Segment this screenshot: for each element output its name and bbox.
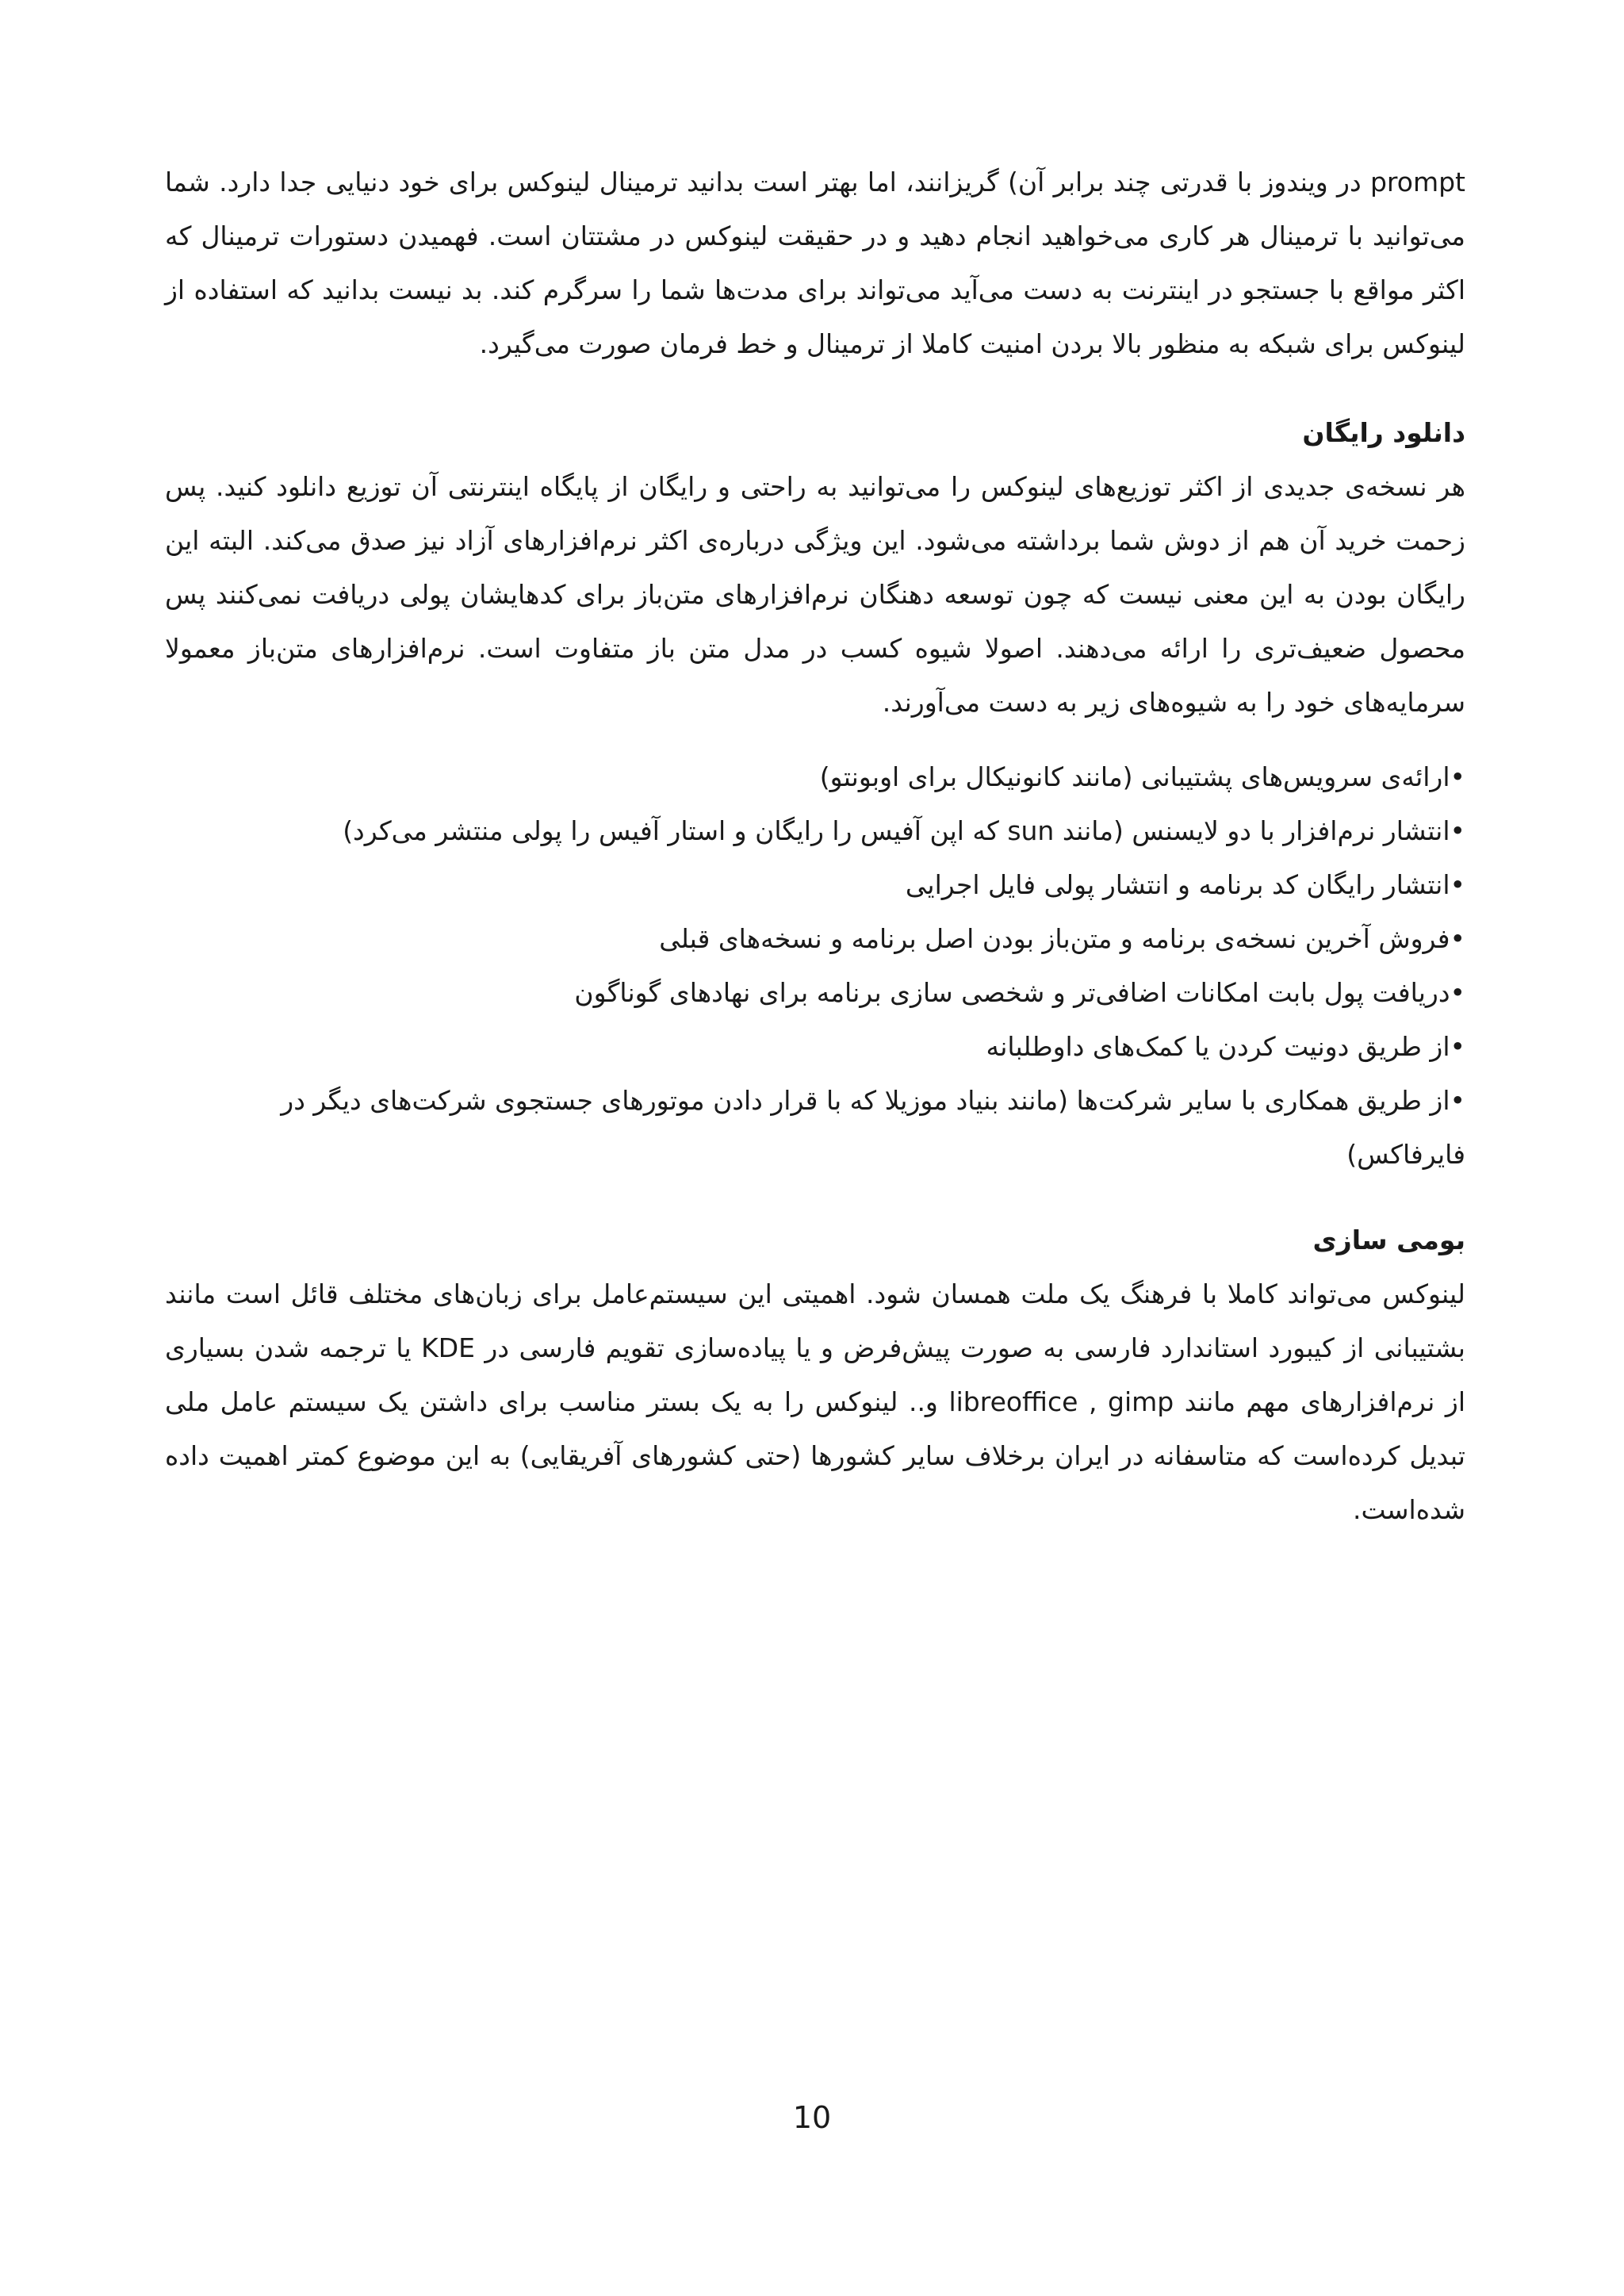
list-item	[165, 912, 1465, 966]
list-item	[165, 1074, 1465, 1182]
list-item-text: انتشار رایگان کد برنامه و انتشار پولی فایل اجرایی	[905, 869, 1450, 900]
intro-paragraph: prompt در ویندوز با قدرتی چند برابر آن) گریزانند، اما بهتر است بدانید ترمینال لینوکس برای خود دنیایی جدا دارد. شما می‌توانید با ترمینال هر کاری می‌خواهید انجام دهید و در حقیقت لینوکس در مشتتان است. فهمیدن دستورات ترمینال که اکثر مواقع با جستجو در اینترنت به دست می‌آید می‌تواند برای مدت‌ها شما را سرگرم کند. بد نیست بدانید که استفاده از لینوکس برای شبکه به منظور بالا بردن امنیت کاملا از ترمینال و خط فرمان صورت می‌گیرد.	[165, 167, 1465, 359]
revenue-model-list	[165, 750, 1465, 1182]
localization-paragraph: لینوکس می‌تواند کاملا با فرهنگ یک ملت همسان شود. اهمیتی این سیستم‌عامل برای زبان‌های مختلف قائل است مانند بشتیبانی از کیبورد استاندارد فارسی به صورت پیش‌فرض و یا پیاده‌سازی تقویم فارسی در KDE یا ترجمه شدن بسیاری از نرم‌افزارهای مهم مانند libreoffice , gimp و.. لینوکس را به یک بستر مناسب برای داشتن یک سیستم عامل ملی تبدیل کرده‌است که متاسفانه در ایران برخلاف سایر کشورها (حتی کشورهای آفریقایی) به این موضوع کمتر اهمیت داده شده‌است.	[165, 1278, 1465, 1525]
page-number: 10	[792, 2100, 832, 2135]
bullet-icon: •	[1450, 1085, 1465, 1116]
list-item-text: دریافت پول بابت امکانات اضافی‌تر و شخصی سازی برنامه برای نهادهای گوناگون	[574, 977, 1450, 1008]
list-item-text: فروش آخرین نسخه‌ی برنامه و متن‌باز بودن اصل برنامه و نسخه‌های قبلی	[659, 923, 1450, 954]
free-download-paragraph: هر نسخه‌ی جدیدی از اکثر توزیع‌های لینوکس را می‌توانید به راحتی و رایگان از پایگاه اینترنتی آن توزیع دانلود کنید. پس زحمت خرید آن هم از دوش شما برداشته می‌شود. این ویژگی درباره‌ی اکثر نرم‌افزارهای آزاد نیز صدق می‌کند. البته این رایگان بودن به این معنی نیست که چون توسعه دهنگان نرم‌افزارهای متن‌باز برای کدهایشان پولی دریافت نمی‌کنند پس محصول ضعیف‌تری را ارائه می‌دهند. اصولا شیوه کسب در مدل متن باز متفاوت است. نرم‌افزارهای متن‌باز معمولا سرمایه‌های خود را به شیوه‌های زیر به دست می‌آورند.	[165, 471, 1465, 718]
list-item	[165, 966, 1465, 1020]
bullet-icon: •	[1450, 977, 1465, 1008]
section-heading-localization: بومی سازی	[1312, 1225, 1465, 1255]
bullet-icon: •	[1450, 815, 1465, 846]
bullet-icon: •	[1450, 923, 1465, 954]
list-item	[165, 750, 1465, 804]
list-item-text: انتشار نرم‌افزار با دو لایسنس (مانند sun که اپن آفیس را رایگان و استار آفیس را پولی منتشر می‌کرد)	[343, 815, 1450, 846]
bullet-icon: •	[1450, 761, 1465, 792]
bullet-icon: •	[1450, 869, 1465, 900]
list-item	[165, 858, 1465, 912]
page-body	[165, 155, 1465, 1537]
bullet-icon: •	[1450, 1031, 1465, 1062]
list-item	[165, 804, 1465, 858]
list-item	[165, 1020, 1465, 1074]
list-item-text: ارائه‌ی سرویس‌های پشتیبانی (مانند کانونیکال برای اوبونتو)	[819, 761, 1450, 792]
list-item-text: از طریق همکاری با سایر شرکت‌ها (مانند بنیاد موزیلا که با قرار دادن موتورهای جستجوی شرکت‌های دیگر در فایرفاکس)	[281, 1085, 1465, 1170]
list-item-text: از طریق دونیت کردن یا کمک‌های داوطلبانه	[986, 1031, 1450, 1062]
section-heading-free-download: دانلود رایگان	[1302, 417, 1465, 448]
